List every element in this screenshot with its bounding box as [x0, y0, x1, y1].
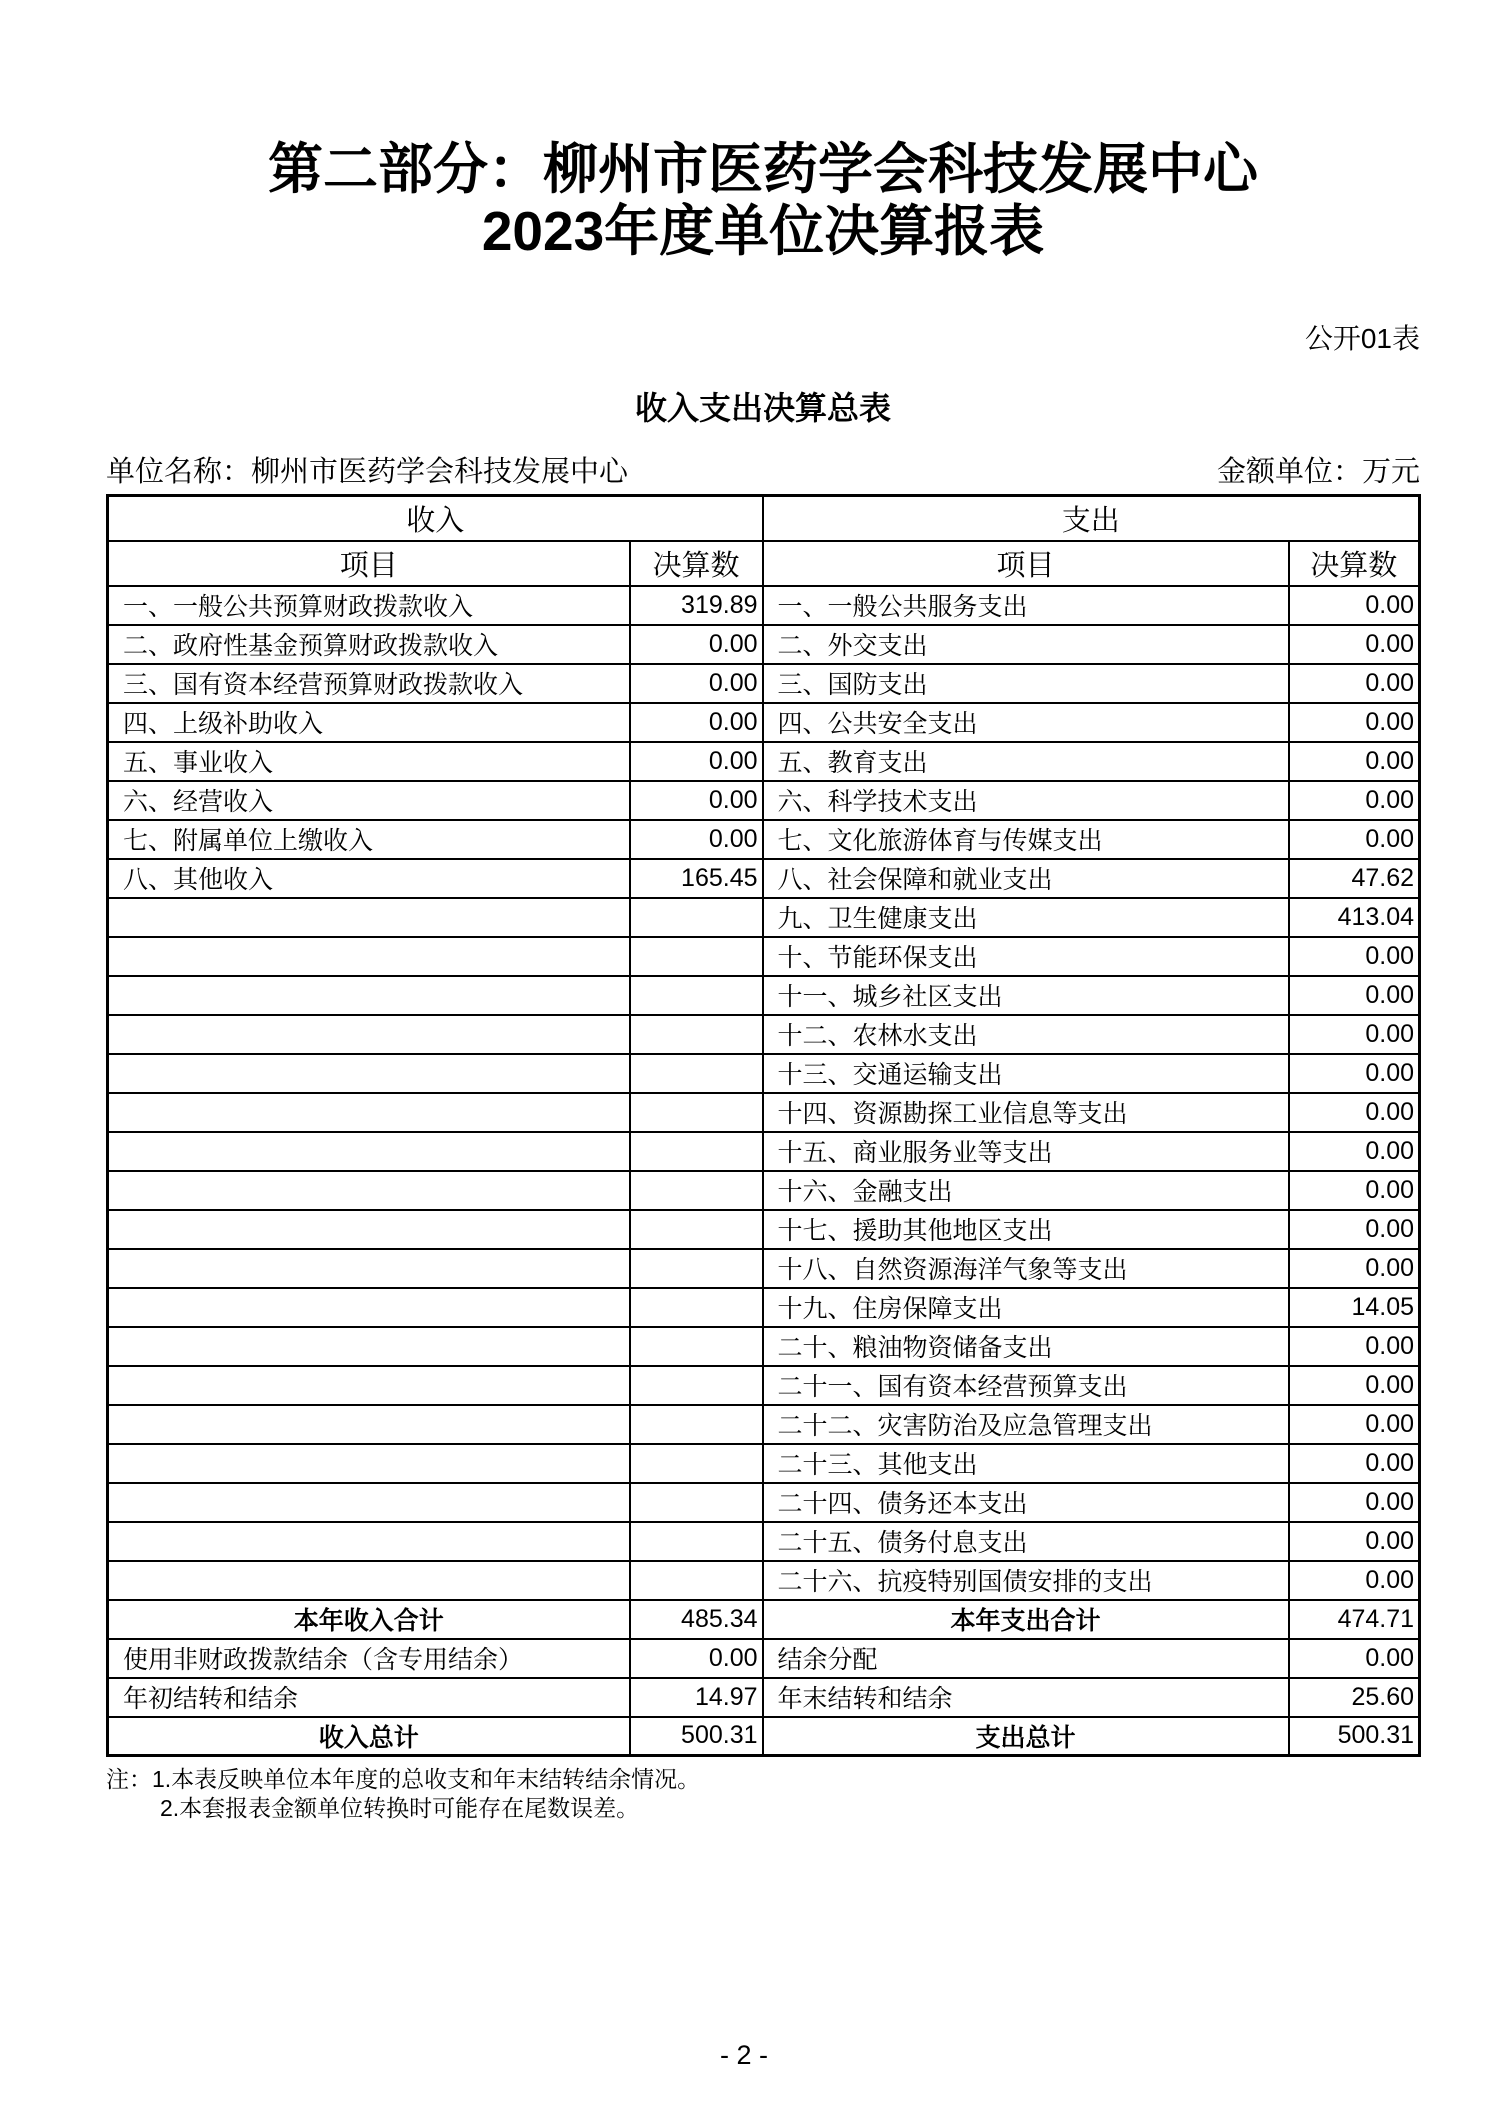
income-amount-cell [630, 1327, 763, 1366]
expense-amount-cell: 0.00 [1289, 1210, 1420, 1249]
expense-item-cell: 二十五、债务付息支出 [763, 1522, 1289, 1561]
table-row [108, 781, 1420, 820]
expense-amount-cell: 0.00 [1289, 1171, 1420, 1210]
income-item-cell: 收入总计 [108, 1717, 630, 1756]
income-amount-cell [630, 898, 763, 937]
income-item-cell: 八、其他收入 [108, 859, 630, 898]
expense-amount-cell: 0.00 [1289, 1366, 1420, 1405]
unit-name: 单位名称：柳州市医药学会科技发展中心 [106, 456, 629, 488]
expense-item-cell: 十一、城乡社区支出 [763, 976, 1289, 1015]
expense-amount-cell: 47.62 [1289, 859, 1420, 898]
income-item-cell: 七、附属单位上缴收入 [108, 820, 630, 859]
expense-item-cell: 年末结转和结余 [763, 1678, 1289, 1717]
table-row [108, 1639, 1420, 1678]
header-expense-item: 项目 [763, 541, 1289, 586]
income-item-cell [108, 1093, 630, 1132]
income-amount-cell [630, 1561, 763, 1600]
expense-item-cell: 九、卫生健康支出 [763, 898, 1289, 937]
table-row [108, 1444, 1420, 1483]
income-item-cell: 五、事业收入 [108, 742, 630, 781]
expense-item-cell: 二十四、债务还本支出 [763, 1483, 1289, 1522]
expense-amount-cell: 413.04 [1289, 898, 1420, 937]
expense-item-cell: 八、社会保障和就业支出 [763, 859, 1289, 898]
income-amount-cell: 14.97 [630, 1678, 763, 1717]
document-page [106, 0, 1420, 1823]
expense-amount-cell: 0.00 [1289, 1015, 1420, 1054]
expense-amount-cell: 0.00 [1289, 664, 1420, 703]
expense-item-cell: 十二、农林水支出 [763, 1015, 1289, 1054]
amount-unit: 金额单位：万元 [1216, 456, 1420, 488]
income-amount-cell [630, 976, 763, 1015]
table-row [108, 820, 1420, 859]
income-amount-cell [630, 1249, 763, 1288]
expense-item-cell: 十七、援助其他地区支出 [763, 1210, 1289, 1249]
expense-amount-cell: 0.00 [1289, 937, 1420, 976]
expense-item-cell: 二十二、灾害防治及应急管理支出 [763, 1405, 1289, 1444]
income-amount-cell [630, 937, 763, 976]
page-title-line2: 2023年度单位决算报表 [481, 200, 1045, 262]
income-item-cell [108, 1561, 630, 1600]
table-row [108, 1561, 1420, 1600]
income-item-cell [108, 1132, 630, 1171]
table-row [108, 898, 1420, 937]
income-item-cell: 使用非财政拨款结余（含专用结余） [108, 1639, 630, 1678]
income-item-cell [108, 1015, 630, 1054]
table-row [108, 1288, 1420, 1327]
income-expense-summary-table [106, 494, 1421, 1757]
table-row [108, 1249, 1420, 1288]
header-income-amount: 决算数 [630, 541, 763, 586]
income-item-cell: 本年收入合计 [108, 1600, 630, 1639]
expense-item-cell: 十五、商业服务业等支出 [763, 1132, 1289, 1171]
table-header-columns [108, 541, 1420, 586]
income-amount-cell: 0.00 [630, 1639, 763, 1678]
table-title: 收入支出决算总表 [634, 390, 891, 426]
income-amount-cell: 0.00 [630, 742, 763, 781]
income-item-cell [108, 976, 630, 1015]
table-row [108, 703, 1420, 742]
table-row [108, 1054, 1420, 1093]
expense-item-cell: 二十六、抗疫特别国债安排的支出 [763, 1561, 1289, 1600]
expense-amount-cell: 0.00 [1289, 1132, 1420, 1171]
expense-item-cell: 十六、金融支出 [763, 1171, 1289, 1210]
expense-item-cell: 六、科学技术支出 [763, 781, 1289, 820]
expense-amount-cell: 0.00 [1289, 1444, 1420, 1483]
expense-amount-cell: 0.00 [1289, 742, 1420, 781]
expense-amount-cell: 0.00 [1289, 703, 1420, 742]
expense-amount-cell: 0.00 [1289, 976, 1420, 1015]
expense-item-cell: 二十一、国有资本经营预算支出 [763, 1366, 1289, 1405]
income-amount-cell: 500.31 [630, 1717, 763, 1756]
income-item-cell [108, 1054, 630, 1093]
table-code: 公开01表 [1304, 323, 1420, 354]
expense-item-cell: 四、公共安全支出 [763, 703, 1289, 742]
income-amount-cell [630, 1366, 763, 1405]
income-amount-cell: 319.89 [630, 586, 763, 625]
page-number: - 2 - [719, 2040, 768, 2070]
income-amount-cell [630, 1054, 763, 1093]
income-item-cell [108, 1171, 630, 1210]
expense-amount-cell: 14.05 [1289, 1288, 1420, 1327]
income-amount-cell: 0.00 [630, 703, 763, 742]
income-amount-cell: 0.00 [630, 781, 763, 820]
table-row [108, 976, 1420, 1015]
income-item-cell: 三、国有资本经营预算财政拨款收入 [108, 664, 630, 703]
page-title [106, 138, 1420, 262]
expense-item-cell: 一、一般公共服务支出 [763, 586, 1289, 625]
income-item-cell: 年初结转和结余 [108, 1678, 630, 1717]
expense-amount-cell: 0.00 [1289, 625, 1420, 664]
income-amount-cell [630, 1132, 763, 1171]
header-expense-amount: 决算数 [1289, 541, 1420, 586]
income-item-cell [108, 1210, 630, 1249]
income-amount-cell: 0.00 [630, 820, 763, 859]
expense-amount-cell: 500.31 [1289, 1717, 1420, 1756]
table-row [108, 1132, 1420, 1171]
expense-item-cell: 十、节能环保支出 [763, 937, 1289, 976]
table-header-sections [108, 496, 1420, 541]
income-amount-cell [630, 1522, 763, 1561]
expense-amount-cell: 0.00 [1289, 1561, 1420, 1600]
expense-amount-cell: 0.00 [1289, 1093, 1420, 1132]
income-amount-cell [630, 1405, 763, 1444]
income-item-cell [108, 1327, 630, 1366]
income-amount-cell: 0.00 [630, 625, 763, 664]
income-item-cell: 一、一般公共预算财政拨款收入 [108, 586, 630, 625]
expense-amount-cell: 474.71 [1289, 1600, 1420, 1639]
table-row [108, 1327, 1420, 1366]
expense-amount-cell: 0.00 [1289, 1249, 1420, 1288]
table-row [108, 1522, 1420, 1561]
expense-item-cell: 十四、资源勘探工业信息等支出 [763, 1093, 1289, 1132]
expense-item-cell: 结余分配 [763, 1639, 1289, 1678]
income-item-cell [108, 1483, 630, 1522]
table-row [108, 1600, 1420, 1639]
expense-item-cell: 支出总计 [763, 1717, 1289, 1756]
income-item-cell [108, 1405, 630, 1444]
expense-item-cell: 二十、粮油物资储备支出 [763, 1327, 1289, 1366]
income-item-cell: 四、上级补助收入 [108, 703, 630, 742]
table-body [108, 586, 1420, 1756]
income-amount-cell [630, 1288, 763, 1327]
table-info-row [106, 454, 1420, 490]
table-row [108, 1210, 1420, 1249]
header-income-item: 项目 [108, 541, 630, 586]
income-item-cell: 六、经营收入 [108, 781, 630, 820]
note-line1: 注：1.本表反映单位本年度的总收支和年末结转结余情况。 [106, 1766, 701, 1792]
income-item-cell [108, 937, 630, 976]
expense-item-cell: 七、文化旅游体育与传媒支出 [763, 820, 1289, 859]
table-row [108, 1093, 1420, 1132]
income-item-cell: 二、政府性基金预算财政拨款收入 [108, 625, 630, 664]
expense-item-cell: 二十三、其他支出 [763, 1444, 1289, 1483]
table-notes [106, 1765, 1420, 1823]
table-row [108, 664, 1420, 703]
table-row [108, 742, 1420, 781]
income-amount-cell [630, 1171, 763, 1210]
header-income: 收入 [108, 496, 763, 541]
table-row [108, 586, 1420, 625]
table-row [108, 1678, 1420, 1717]
expense-amount-cell: 0.00 [1289, 1054, 1420, 1093]
table-row [108, 1405, 1420, 1444]
expense-item-cell: 二、外交支出 [763, 625, 1289, 664]
page-title-line1: 第二部分：柳州市医药学会科技发展中心 [267, 138, 1258, 200]
expense-amount-cell: 0.00 [1289, 1327, 1420, 1366]
income-amount-cell [630, 1093, 763, 1132]
income-amount-cell [630, 1015, 763, 1054]
expense-amount-cell: 0.00 [1289, 1522, 1420, 1561]
income-amount-cell: 0.00 [630, 664, 763, 703]
income-item-cell [108, 1366, 630, 1405]
income-amount-cell [630, 1444, 763, 1483]
expense-amount-cell: 25.60 [1289, 1678, 1420, 1717]
table-row [108, 859, 1420, 898]
income-item-cell [108, 1522, 630, 1561]
table-row [108, 1366, 1420, 1405]
table-row [108, 1483, 1420, 1522]
table-row [108, 625, 1420, 664]
expense-amount-cell: 0.00 [1289, 781, 1420, 820]
expense-amount-cell: 0.00 [1289, 1483, 1420, 1522]
table-row [108, 937, 1420, 976]
expense-item-cell: 三、国防支出 [763, 664, 1289, 703]
expense-item-cell: 十八、自然资源海洋气象等支出 [763, 1249, 1289, 1288]
expense-amount-cell: 0.00 [1289, 820, 1420, 859]
income-item-cell [108, 1444, 630, 1483]
expense-item-cell: 本年支出合计 [763, 1600, 1289, 1639]
table-row [108, 1171, 1420, 1210]
income-amount-cell: 485.34 [630, 1600, 763, 1639]
expense-amount-cell: 0.00 [1289, 1405, 1420, 1444]
expense-item-cell: 五、教育支出 [763, 742, 1289, 781]
income-amount-cell: 165.45 [630, 859, 763, 898]
header-expense: 支出 [763, 496, 1420, 541]
table-row [108, 1015, 1420, 1054]
income-item-cell [108, 1249, 630, 1288]
table-row [108, 1717, 1420, 1756]
income-amount-cell [630, 1210, 763, 1249]
income-amount-cell [630, 1483, 763, 1522]
expense-item-cell: 十九、住房保障支出 [763, 1288, 1289, 1327]
expense-amount-cell: 0.00 [1289, 586, 1420, 625]
note-line2: 2.本套报表金额单位转换时可能存在尾数误差。 [160, 1795, 640, 1821]
expense-item-cell: 十三、交通运输支出 [763, 1054, 1289, 1093]
income-item-cell [108, 1288, 630, 1327]
income-item-cell [108, 898, 630, 937]
expense-amount-cell: 0.00 [1289, 1639, 1420, 1678]
